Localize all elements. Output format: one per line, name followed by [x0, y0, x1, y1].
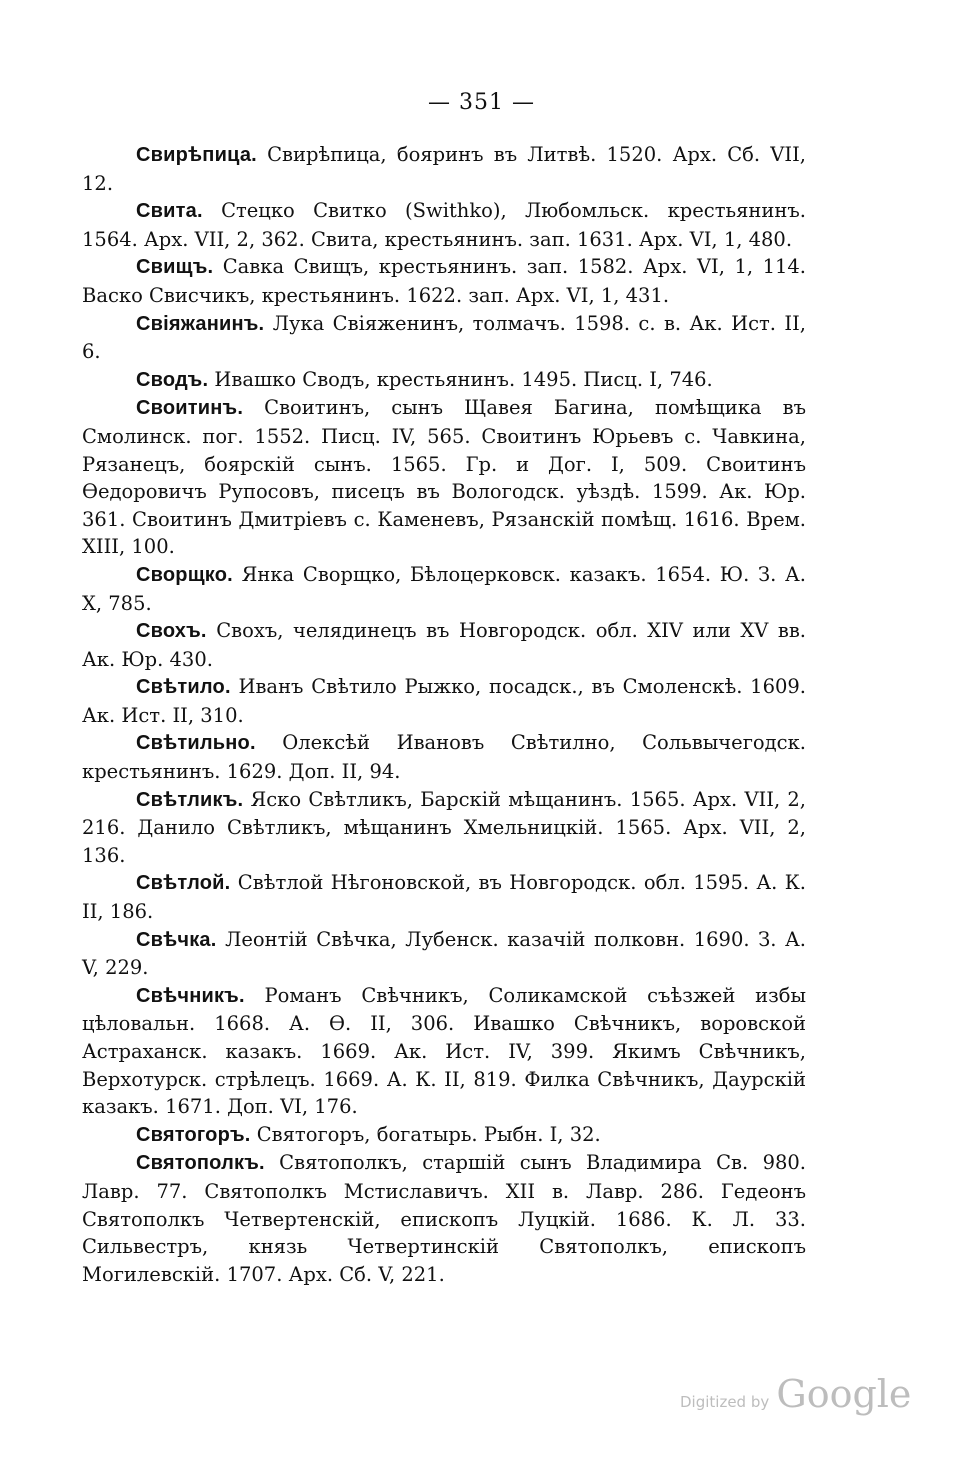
- entry-headword: Сводъ.: [136, 368, 209, 391]
- entry-text: Свирѣпица, бояринъ въ Литвѣ. 1520. Арх. Сб. VII, 12.: [82, 143, 806, 195]
- entry-svetilo: [82, 673, 806, 729]
- entry-text: Своитинъ, сынъ Щавея Багина, помѣщика въ Смолинск. пог. 1552. Писц. IV, 565. Своитинъ Юрьевъ с. Чавкина, Рязанецъ, боярскій сынъ. 1565. Гр. и Дог. I, 509. Своитинъ Ѳедоровичъ Рупосовъ, писецъ въ Вологодск. уѣздѣ. 1599. Ак. Юр. 361. Своитинъ Дмитріевъ с. Каменевъ, Рязанскій помѣщ. 1616. Врем. XIII, 100.: [82, 396, 806, 559]
- entry-svishch: [82, 253, 806, 309]
- entry-headword: Своитинъ.: [136, 397, 244, 420]
- watermark-prefix: Digitized by: [680, 1393, 770, 1411]
- entry-svokh: [82, 617, 806, 673]
- entry-headword: Святополкъ.: [136, 1152, 265, 1175]
- entry-svechnik: [82, 982, 806, 1121]
- entry-headword: Свѣтильно.: [136, 732, 256, 755]
- page-number: — 351 —: [428, 90, 535, 115]
- entry-sviyazhanin: [82, 310, 806, 366]
- entry-svod: [82, 366, 806, 395]
- entry-text: Иванъ Свѣтило Рыжко, посадск., въ Смоленскѣ. 1609. Ак. Ист. II, 310.: [82, 675, 806, 727]
- entry-headword: Свирѣпица.: [136, 144, 257, 166]
- entry-text: Яско Свѣтликъ, Барскій мѣщанинъ. 1565. Арх. VII, 2, 216. Данило Свѣтликъ, мѣщанинъ Хмельницкій. 1565. Арх. VII, 2, 136.: [82, 787, 806, 867]
- entry-svyatopolk: [82, 1149, 806, 1288]
- entry-headword: Свѣчникъ.: [136, 984, 245, 1007]
- google-logo: Google: [776, 1372, 912, 1416]
- entry-svoitin: [82, 394, 806, 561]
- entry-svorshchko: [82, 561, 806, 617]
- entry-headword: Свохъ.: [136, 620, 207, 643]
- entry-text: Олексѣй Ивановъ Свѣтилно, Сольвычегодск. крестьянинъ. 1629. Доп. II, 94.: [82, 731, 806, 784]
- entry-text: Стецко Свитко (Swithko), Любомльск. крестьянинъ. 1564. Арх. VII, 2, 362. Свита, крестьянинъ. зап. 1631. Арх. VI, 1, 480.: [82, 199, 806, 251]
- entry-text: Свѣтлой Нѣгоновской, въ Новгородск. обл. 1595. А. К. II, 186.: [82, 871, 807, 924]
- entry-text: Романъ Свѣчникъ, Соликамской съѣзжей избы цѣловальн. 1668. А. Ѳ. II, 306. Ивашко Свѣчникъ, воровской Астраханск. казакъ. 1669. Ак. Ист. IV, 399. Якимъ Свѣчникъ, Верхотурск. стрѣлецъ. 1669. А. К. II, 819. Филка Свѣчникъ, Даурскій казакъ. 1671. Доп. VI, 176.: [82, 983, 806, 1119]
- entry-text: Святогоръ, богатырь. Рыбн. I, 32.: [256, 1122, 601, 1146]
- entry-headword: Свіяжанинъ.: [136, 312, 265, 335]
- entry-headword: Свѣтило.: [136, 676, 231, 699]
- entry-headword: Свѣтликъ.: [136, 788, 244, 811]
- entry-headword: Святогоръ.: [136, 1123, 251, 1146]
- entry-svyatogor: [82, 1121, 806, 1150]
- entry-headword: Сворщко.: [136, 563, 233, 586]
- entry-svita: [82, 197, 806, 253]
- entry-text: Ивашко Сводъ, крестьянинъ. 1495. Писц. I, 746.: [214, 367, 713, 391]
- entry-svetlik: [82, 786, 806, 870]
- dictionary-entries: [82, 141, 806, 1288]
- entry-svetilno: [82, 729, 806, 785]
- entry-text: Янка Сворщко, Бѣлоцерковск. казакъ. 1654. Ю. З. А. X, 785.: [82, 562, 806, 615]
- entry-svirepitsa: [82, 141, 806, 197]
- entry-svetloy: [82, 869, 806, 925]
- entry-text: Лука Свіяженинъ, толмачъ. 1598. с. в. Ак. Ист. II, 6.: [82, 311, 806, 364]
- entry-headword: Свита.: [136, 200, 203, 223]
- entry-text: Леонтій Свѣчка, Лубенск. казачій полковн. 1690. З. А. V, 229.: [82, 927, 806, 980]
- entry-headword: Свѣчка.: [136, 928, 217, 951]
- entry-text: Святополкъ, старшій сынъ Владимира Св. 980. Лавр. 77. Святополкъ Мстиславичъ. XII в. Лавр. 286. Гедеонъ Святополкъ Четвертенскій, епископъ Луцкій. 1686. К. Л. 33. Сильвестръ, князь Четвертинскій Святополкъ, епископъ Могилевскій. 1707. Арх. Сб. V, 221.: [82, 1151, 807, 1286]
- entry-text: Свохъ, челядинецъ въ Новгородск. обл. XIV или XV вв. Ак. Юр. 430.: [82, 619, 807, 671]
- entry-headword: Свищъ.: [136, 256, 214, 279]
- entry-headword: Свѣтлой.: [136, 872, 231, 895]
- digitized-by-google-watermark: [680, 1372, 911, 1416]
- entry-svechka: [82, 926, 806, 982]
- entry-text: Савка Свищъ, крестьянинъ. зап. 1582. Арх. VI, 1, 114. Васко Свисчикъ, крестьянинъ. 1622. зап. Арх. VI, 1, 431.: [82, 255, 806, 307]
